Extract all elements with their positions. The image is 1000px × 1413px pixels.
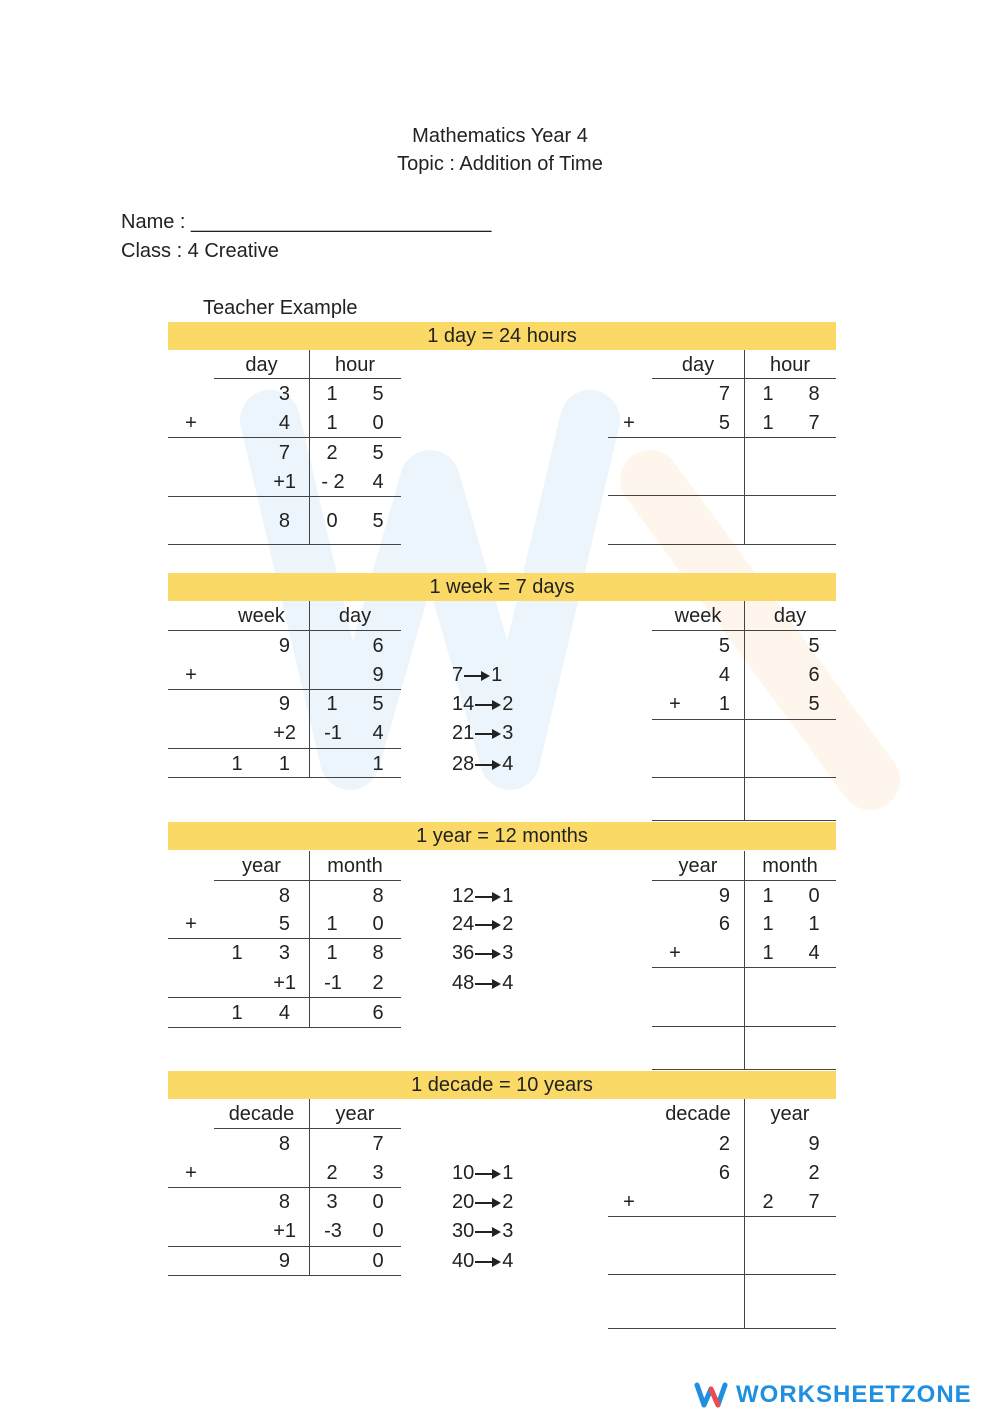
brand-logo [694, 1378, 972, 1412]
column-header: year [678, 855, 718, 877]
arrow-icon [475, 729, 501, 739]
digit: 4 [278, 412, 290, 434]
column-header: hour [334, 354, 376, 376]
arrow-icon [475, 949, 501, 959]
digit: 0 [372, 1191, 384, 1213]
digit: 6 [718, 913, 730, 935]
class-label: Class : 4 Creative [121, 240, 279, 262]
carry-value: +2 [273, 722, 296, 744]
digit: 7 [808, 412, 820, 434]
digit: 1 [762, 885, 774, 907]
arrow-icon [475, 892, 501, 902]
teacher-example-label: Teacher Example [203, 297, 358, 319]
digit: 0 [372, 1220, 384, 1242]
digit: 6 [372, 635, 384, 657]
answer-digit: 9 [278, 1250, 290, 1272]
digit: 8 [372, 885, 384, 907]
conversion-hint: 24 2 [452, 913, 514, 935]
digit: 8 [278, 885, 290, 907]
worksheet-title: Mathematics Year 4 [412, 125, 588, 147]
w-logo-icon [694, 1380, 728, 1410]
carry-value: +1 [273, 972, 296, 994]
digit: 6 [718, 1162, 730, 1184]
subtract-value: -1 [324, 722, 342, 744]
answer-digit: 5 [372, 510, 384, 532]
conversion-hint: 48 4 [452, 972, 514, 994]
digit: 1 [718, 693, 730, 715]
digit: 5 [718, 635, 730, 657]
digit: 2 [718, 1133, 730, 1155]
arrow-icon [475, 1257, 501, 1267]
digit: 1 [762, 913, 774, 935]
digit: 4 [718, 664, 730, 686]
answer-digit: 1 [231, 753, 243, 775]
digit: 1 [326, 693, 338, 715]
conversion-hint: 36 3 [452, 942, 514, 964]
column-header: hour [769, 354, 811, 376]
conversion-banner-week-day: 1 week = 7 days [168, 573, 836, 601]
digit: 8 [372, 942, 384, 964]
subtract-value: -1 [324, 972, 342, 994]
digit: 9 [718, 885, 730, 907]
digit: 7 [718, 383, 730, 405]
conversion-banner-year-month: 1 year = 12 months [168, 822, 836, 850]
answer-digit: 1 [278, 753, 290, 775]
digit: 7 [278, 442, 290, 464]
worksheet-topic: Topic : Addition of Time [397, 153, 603, 175]
plus-sign: + [185, 913, 197, 935]
digit: 3 [278, 383, 290, 405]
plus-sign: + [185, 664, 197, 686]
column-header: day [773, 605, 807, 627]
digit: 1 [231, 942, 243, 964]
digit: 0 [808, 885, 820, 907]
digit: 9 [372, 664, 384, 686]
column-header: week [674, 605, 722, 627]
column-header: day [245, 354, 278, 376]
column-header: day [338, 605, 372, 627]
column-header: day [681, 354, 715, 376]
plus-sign: + [623, 412, 635, 434]
column-header: month [762, 855, 818, 877]
answer-digit: 1 [372, 753, 384, 775]
arrow-icon [464, 671, 490, 681]
conversion-hint: 14 2 [452, 693, 514, 715]
conversion-hint: 7 1 [452, 664, 503, 686]
digit: 4 [372, 722, 384, 744]
name-field-label: Name : ___________________________ [121, 211, 492, 233]
digit: 6 [808, 664, 820, 686]
answer-digit: 1 [231, 1002, 243, 1024]
column-header: week [238, 605, 285, 627]
arrow-icon [475, 700, 501, 710]
digit: 7 [808, 1191, 820, 1213]
digit: 2 [326, 442, 338, 464]
conversion-hint: 10 1 [452, 1162, 514, 1184]
digit: 8 [808, 383, 820, 405]
column-header: decade [665, 1103, 731, 1125]
arrow-icon [475, 1198, 501, 1208]
subtract-value: -3 [324, 1220, 342, 1242]
digit: 2 [762, 1191, 774, 1213]
digit: 0 [372, 412, 384, 434]
digit: 1 [808, 913, 820, 935]
digit: 8 [278, 1133, 290, 1155]
conversion-banner-decade-year: 1 decade = 10 years [168, 1071, 836, 1099]
carry-value: +1 [273, 471, 296, 493]
plus-sign: + [185, 1162, 197, 1184]
digit: 4 [808, 942, 820, 964]
answer-digit: 0 [326, 510, 338, 532]
conversion-hint: 20 2 [452, 1191, 514, 1213]
digit: 3 [278, 942, 290, 964]
conversion-hint: 28 4 [452, 753, 514, 775]
digit: 2 [808, 1162, 820, 1184]
conversion-hint: 21 3 [452, 722, 514, 744]
digit: 5 [808, 693, 820, 715]
digit: 5 [372, 442, 384, 464]
digit: 5 [372, 693, 384, 715]
answer-digit: 6 [372, 1002, 384, 1024]
arrow-icon [475, 920, 501, 930]
digit: 5 [278, 913, 290, 935]
plus-sign: + [185, 412, 197, 434]
column-header: year [335, 1103, 375, 1125]
digit: 8 [278, 1191, 290, 1213]
column-header: year [770, 1103, 810, 1125]
column-header: year [242, 855, 281, 877]
arrow-icon [475, 979, 501, 989]
plus-sign: + [669, 693, 681, 715]
digit: 1 [326, 913, 338, 935]
digit: 1 [326, 942, 338, 964]
digit: 3 [326, 1191, 338, 1213]
conversion-hint: 40 4 [452, 1250, 514, 1272]
digit: 1 [762, 942, 774, 964]
conversion-hint: 12 1 [452, 885, 514, 907]
plus-sign: + [669, 942, 681, 964]
digit: 0 [372, 913, 384, 935]
digit: 2 [326, 1162, 338, 1184]
digit: 9 [278, 635, 290, 657]
digit: 9 [808, 1133, 820, 1155]
brand-name: WORKSHEETZONE [736, 1381, 972, 1408]
conversion-banner-day-hour: 1 day = 24 hours [168, 322, 836, 350]
digit: 2 [372, 972, 384, 994]
arrow-icon [475, 1169, 501, 1179]
digit: 9 [278, 693, 290, 715]
answer-digit: 4 [278, 1002, 290, 1024]
conversion-hint: 30 3 [452, 1220, 514, 1242]
answer-digit: 0 [372, 1250, 384, 1272]
digit: 7 [372, 1133, 384, 1155]
plus-sign: + [623, 1191, 635, 1213]
digit: 1 [326, 383, 338, 405]
digit: 5 [718, 412, 730, 434]
digit: 1 [762, 412, 774, 434]
column-header: month [327, 855, 383, 877]
digit: 1 [326, 412, 338, 434]
answer-digit: 8 [278, 510, 290, 532]
arrow-icon [475, 1227, 501, 1237]
digit: 5 [808, 635, 820, 657]
carry-value: +1 [273, 1220, 296, 1242]
column-header: decade [228, 1103, 295, 1125]
digit: 4 [372, 471, 384, 493]
subtract-value: - 2 [321, 471, 345, 493]
arrow-icon [475, 760, 501, 770]
digit: 3 [372, 1162, 384, 1184]
digit: 1 [762, 383, 774, 405]
digit: 5 [372, 383, 384, 405]
